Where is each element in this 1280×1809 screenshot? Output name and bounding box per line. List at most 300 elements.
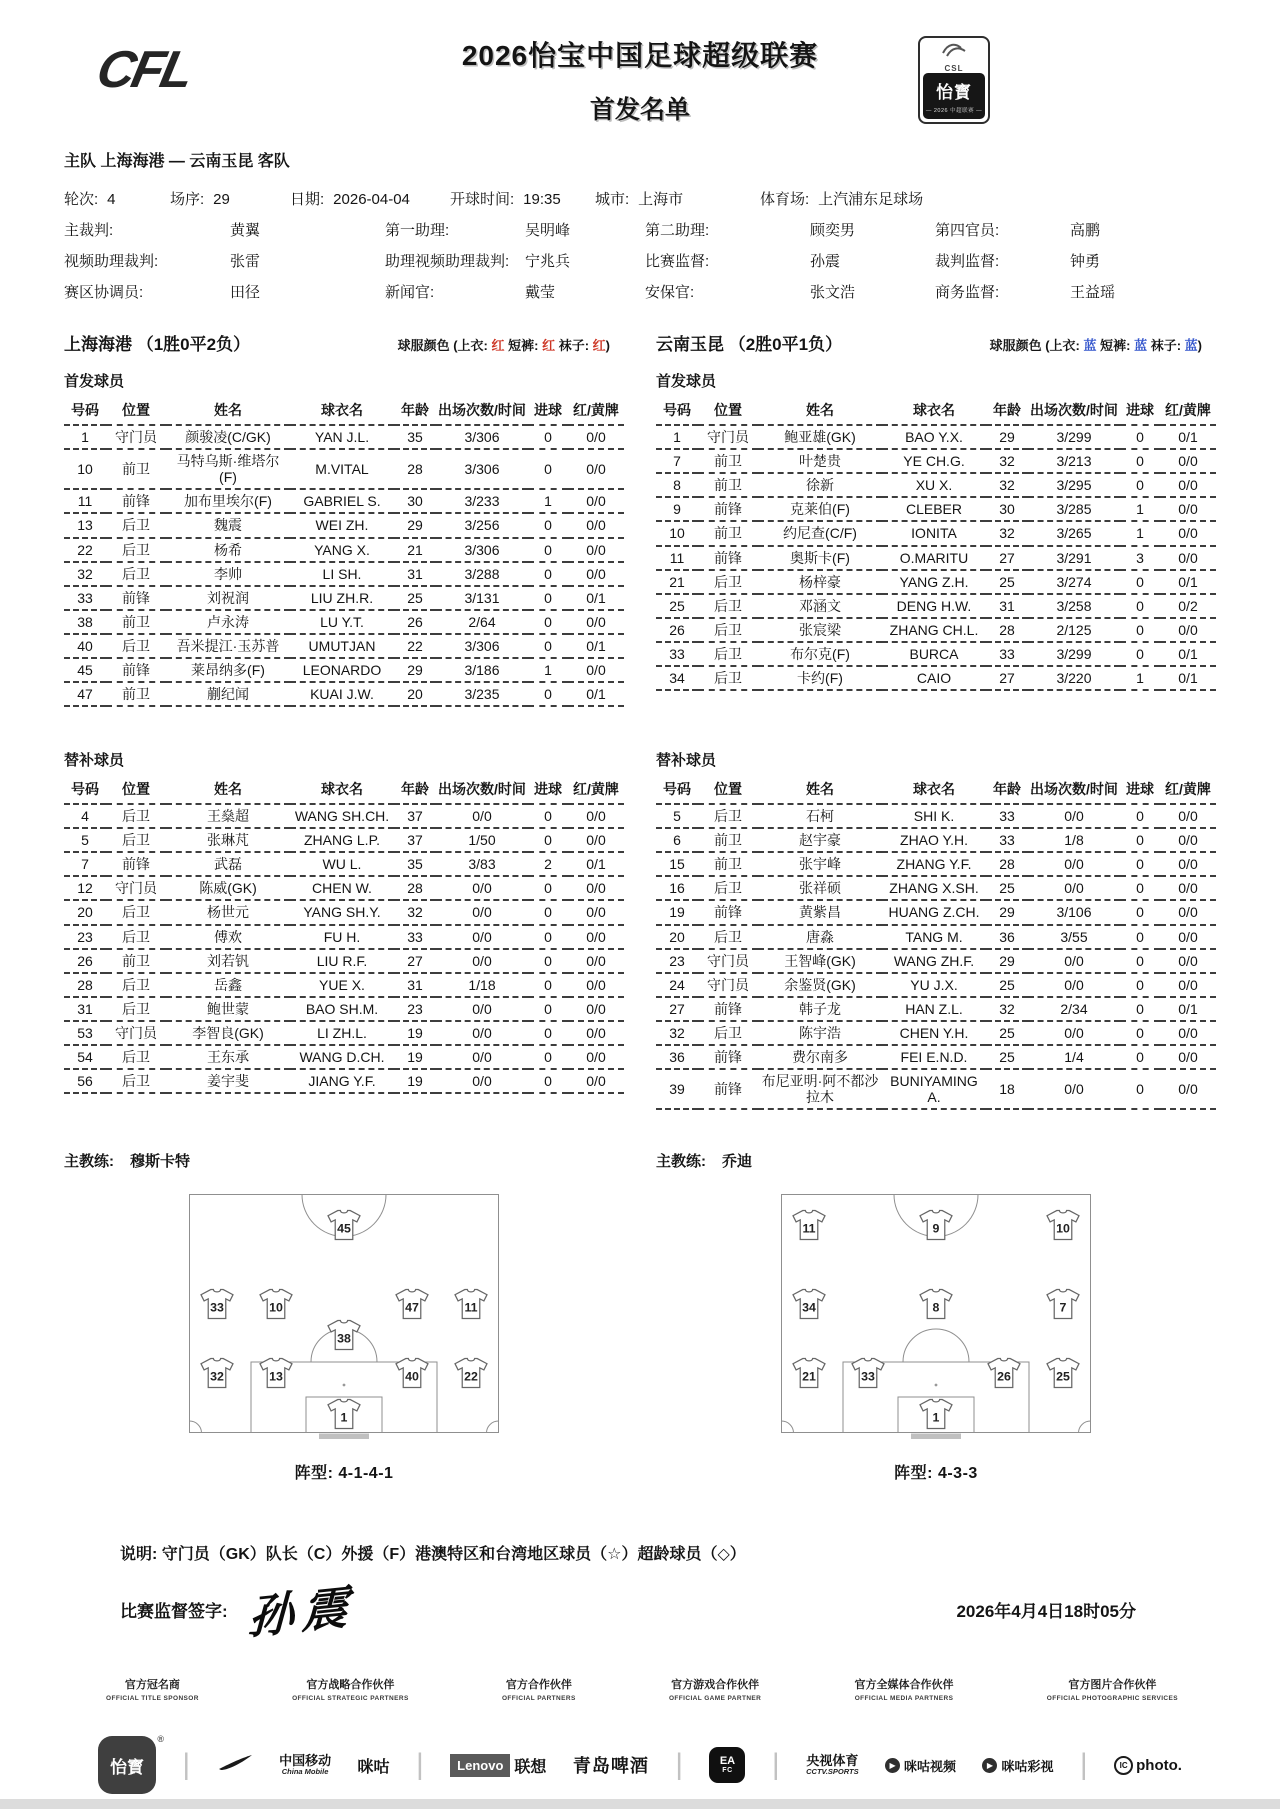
- player-row: [64, 1045, 624, 1069]
- kit-text: 短裤:: [504, 338, 543, 353]
- player-cell: 0/0: [1160, 949, 1216, 973]
- lenovo-cn: 联想: [514, 1758, 547, 1776]
- player-cell: 3/288: [436, 562, 528, 586]
- player-row: [64, 949, 624, 973]
- player-cell: 27: [656, 997, 698, 1021]
- player-cell: 0/0: [1028, 949, 1120, 973]
- player-cell: 后卫: [698, 594, 758, 618]
- partner-category-cn: 官方游戏合作伙伴: [671, 1679, 760, 1691]
- player-cell: 张琳芃: [166, 828, 290, 852]
- migu-video-logo: [885, 1756, 956, 1775]
- player-cell: 25: [986, 570, 1028, 594]
- media-logo-text: 咪咕彩视: [1001, 1758, 1054, 1774]
- player-cell: 12: [64, 876, 106, 900]
- official-role-label: 新闻官:: [385, 284, 435, 301]
- player-cell: 0/0: [1160, 521, 1216, 545]
- player-cell: 3/55: [1028, 925, 1120, 949]
- svg-text:26: 26: [997, 1369, 1012, 1384]
- player-cell: YANG SH.Y.: [290, 900, 394, 924]
- column-header: 号码: [64, 399, 106, 425]
- official-role-label: 主裁判:: [64, 222, 114, 239]
- badge-season-text: — 2026 中超联赛 —: [925, 108, 983, 114]
- player-cell: 布尼亚明·阿不都沙拉木: [758, 1069, 882, 1109]
- player-cell: 0/0: [1160, 876, 1216, 900]
- player-cell: 后卫: [698, 804, 758, 828]
- player-cell: 0: [1120, 804, 1160, 828]
- player-cell: 0: [528, 1069, 568, 1093]
- player-cell: 2/64: [436, 610, 528, 634]
- player-cell: 9: [656, 497, 698, 521]
- player-cell: 0/1: [568, 682, 624, 706]
- column-header: 号码: [656, 778, 698, 804]
- player-cell: 吾米提江·玉苏普: [166, 634, 290, 658]
- player-cell: 0/0: [1160, 1069, 1216, 1109]
- player-cell: LEONARDO: [290, 658, 394, 682]
- kit-colors: [398, 335, 624, 354]
- player-cell: 31: [394, 562, 436, 586]
- player-cell: 0: [528, 610, 568, 634]
- svg-text:34: 34: [802, 1300, 816, 1315]
- player-cell: 0: [1120, 618, 1160, 642]
- badge-brand-text: 怡寳: [936, 83, 972, 102]
- svg-text:9: 9: [932, 1221, 940, 1236]
- column-header: 球衣名: [290, 399, 394, 425]
- player-row: [656, 473, 1216, 497]
- coach-name: 穆斯卡特: [130, 1153, 191, 1170]
- subs-table: [64, 778, 624, 1094]
- kit-text: 球服颜色 (上衣:: [989, 338, 1084, 353]
- player-cell: 25: [394, 586, 436, 610]
- player-cell: 0: [1120, 876, 1160, 900]
- player-cell: 32: [986, 521, 1028, 545]
- play-icon: ▶: [885, 1758, 900, 1773]
- player-cell: LU Y.T.: [290, 610, 394, 634]
- player-cell: 后卫: [106, 562, 166, 586]
- player-cell: 后卫: [698, 666, 758, 690]
- player-cell: 11: [656, 546, 698, 570]
- jersey-icon: [394, 1357, 430, 1389]
- player-cell: 前卫: [698, 852, 758, 876]
- ic-photo-logo: [1114, 1756, 1182, 1775]
- kit-text: 袜子:: [555, 338, 593, 353]
- coach-name: 乔迪: [722, 1153, 753, 1170]
- info-value: 上海市: [638, 191, 684, 208]
- player-cell: KUAI J.W.: [290, 682, 394, 706]
- player-cell: 31: [64, 997, 106, 1021]
- kit-color-word: 蓝: [1134, 338, 1148, 353]
- player-cell: 19: [656, 900, 698, 924]
- lenovo-wordmark: Lenovo: [450, 1754, 510, 1777]
- kit-color-word: 红: [491, 338, 505, 353]
- jersey-icon: [918, 1209, 954, 1241]
- player-cell: 47: [64, 682, 106, 706]
- svg-text:10: 10: [1056, 1221, 1070, 1236]
- match-info-pair: [64, 185, 170, 215]
- player-cell: 后卫: [106, 538, 166, 562]
- player-cell: 36: [656, 1045, 698, 1069]
- player-cell: 0/0: [568, 425, 624, 449]
- player-cell: 克莱伯(F): [758, 497, 882, 521]
- china-mobile-logo: [279, 1754, 331, 1777]
- player-row: [64, 997, 624, 1021]
- logo-divider: |: [415, 1748, 424, 1781]
- player-cell: 张宸梁: [758, 618, 882, 642]
- official-name: 顾奕男: [810, 222, 856, 239]
- player-cell: 0/0: [1160, 973, 1216, 997]
- official-role-label: 赛区协调员:: [64, 284, 144, 301]
- column-header: 进球: [528, 399, 568, 425]
- player-cell: CHEN Y.H.: [882, 1021, 986, 1045]
- player-cell: 前锋: [698, 1069, 758, 1109]
- footer-bar: [0, 1799, 1280, 1809]
- official-role-label: 视频助理裁判:: [64, 253, 159, 270]
- player-row: [656, 594, 1216, 618]
- subs-table-wrap: [64, 778, 624, 1142]
- player-cell: 32: [986, 997, 1028, 1021]
- player-cell: 刘若钒: [166, 949, 290, 973]
- player-cell: LIU R.F.: [290, 949, 394, 973]
- player-cell: 守门员: [698, 425, 758, 449]
- page-title: 2026怡宝中国足球超级联赛: [461, 40, 819, 71]
- player-row: [64, 973, 624, 997]
- player-cell: 0: [1120, 1045, 1160, 1069]
- player-cell: 马特乌斯·维塔尔(F): [166, 449, 290, 489]
- logo-text-top: 央视体育: [806, 1752, 859, 1768]
- csl-wave-icon: CSL: [920, 38, 988, 73]
- player-cell: 鲍世蒙: [166, 997, 290, 1021]
- player-cell: YANG X.: [290, 538, 394, 562]
- player-cell: 姜宇斐: [166, 1069, 290, 1093]
- column-header: 出场次数/时间: [436, 399, 528, 425]
- player-cell: YE CH.G.: [882, 449, 986, 473]
- player-cell: ZHANG CH.L.: [882, 618, 986, 642]
- player-cell: 25: [986, 1021, 1028, 1045]
- player-cell: 0/0: [436, 1045, 528, 1069]
- jersey-icon: [1045, 1288, 1081, 1320]
- player-cell: 56: [64, 1069, 106, 1093]
- supervisor-signature: 孙震: [246, 1579, 357, 1645]
- cestbon-logo: [98, 1734, 164, 1794]
- player-cell: WU L.: [290, 852, 394, 876]
- svg-text:1: 1: [340, 1410, 348, 1425]
- tsingtao-logo: 青岛啤酒: [572, 1756, 649, 1776]
- player-row: [64, 513, 624, 537]
- player-cell: 后卫: [106, 997, 166, 1021]
- player-cell: 33: [394, 925, 436, 949]
- column-header: 红/黄牌: [1160, 399, 1216, 425]
- official-role-label: 第四官员:: [935, 222, 1000, 239]
- home-team-column: [64, 330, 624, 1483]
- player-cell: 后卫: [698, 570, 758, 594]
- player-cell: 28: [394, 449, 436, 489]
- player-cell: 32: [986, 473, 1028, 497]
- player-cell: 0: [528, 804, 568, 828]
- player-cell: YUE X.: [290, 973, 394, 997]
- official-name: 张文浩: [810, 284, 856, 301]
- player-row: [64, 852, 624, 876]
- column-header: 年龄: [986, 778, 1028, 804]
- player-cell: 2/34: [1028, 997, 1120, 1021]
- registered-mark: ®: [157, 1734, 164, 1744]
- player-cell: 赵宇豪: [758, 828, 882, 852]
- pitch-diagram: [189, 1194, 499, 1442]
- kit-text: ): [1197, 338, 1202, 353]
- player-row: [656, 570, 1216, 594]
- player-cell: 33: [64, 586, 106, 610]
- player-cell: 54: [64, 1045, 106, 1069]
- partner-category: [106, 1676, 199, 1702]
- player-cell: 3/299: [1028, 642, 1120, 666]
- player-cell: 3/220: [1028, 666, 1120, 690]
- player-cell: 0/0: [568, 1069, 624, 1093]
- player-cell: 守门员: [698, 949, 758, 973]
- svg-text:10: 10: [268, 1300, 283, 1315]
- column-header: 出场次数/时间: [436, 778, 528, 804]
- player-row: [656, 852, 1216, 876]
- player-cell: 杨梓豪: [758, 570, 882, 594]
- player-cell: 0/0: [1160, 497, 1216, 521]
- player-cell: GABRIEL S.: [290, 489, 394, 513]
- logo-text-bottom: CCTV.SPORTS: [806, 1767, 859, 1777]
- player-cell: 20: [656, 925, 698, 949]
- jersey-icon: [850, 1357, 886, 1389]
- player-cell: YANG Z.H.: [882, 570, 986, 594]
- player-cell: 3/235: [436, 682, 528, 706]
- player-cell: 3/265: [1028, 521, 1120, 545]
- player-cell: 后卫: [698, 618, 758, 642]
- svg-text:11: 11: [802, 1221, 816, 1236]
- player-cell: 0/0: [436, 997, 528, 1021]
- player-cell: 29: [986, 949, 1028, 973]
- player-cell: 0/0: [568, 804, 624, 828]
- column-header: 姓名: [166, 399, 290, 425]
- player-row: [64, 876, 624, 900]
- player-row: [656, 949, 1216, 973]
- player-cell: YAN J.L.: [290, 425, 394, 449]
- player-cell: 0: [528, 513, 568, 537]
- column-header: 出场次数/时间: [1028, 399, 1120, 425]
- player-cell: 0: [528, 634, 568, 658]
- player-row: [64, 449, 624, 489]
- player-row: [656, 497, 1216, 521]
- player-cell: 0/0: [436, 900, 528, 924]
- team-columns: [64, 330, 1216, 1483]
- info-label: 场序:: [170, 191, 205, 208]
- player-cell: FU H.: [290, 925, 394, 949]
- player-cell: 37: [394, 828, 436, 852]
- info-value: 2026-04-04: [333, 191, 410, 208]
- player-cell: 0: [1120, 449, 1160, 473]
- player-row: [64, 610, 624, 634]
- jersey-icon: [199, 1288, 235, 1320]
- kit-color-word: 蓝: [1083, 338, 1097, 353]
- player-cell: 卡约(F): [758, 666, 882, 690]
- ea-fc-text: FC: [722, 1767, 733, 1775]
- player-row: [64, 489, 624, 513]
- signature-label: 比赛监督签字:: [120, 1601, 228, 1621]
- partner-category-cn: 官方战略合作伙伴: [306, 1679, 395, 1691]
- kit-color-word: 红: [542, 338, 556, 353]
- player-cell: 前锋: [698, 997, 758, 1021]
- player-cell: 叶楚贵: [758, 449, 882, 473]
- icphoto-text: photo.: [1136, 1756, 1182, 1774]
- kit-color-word: 红: [592, 338, 606, 353]
- column-header: 年龄: [394, 778, 436, 804]
- sheet-content: [0, 148, 1280, 1794]
- player-row: [64, 804, 624, 828]
- player-cell: 20: [394, 682, 436, 706]
- player-cell: ZHANG X.SH.: [882, 876, 986, 900]
- partner-category: [669, 1676, 761, 1702]
- svg-text:38: 38: [337, 1331, 351, 1346]
- jersey-icon: [258, 1357, 294, 1389]
- jersey-icon: [918, 1288, 954, 1320]
- player-cell: 李帅: [166, 562, 290, 586]
- logo-divider: |: [771, 1748, 780, 1781]
- column-header: 号码: [64, 778, 106, 804]
- column-header: 姓名: [758, 399, 882, 425]
- player-cell: 0/0: [568, 513, 624, 537]
- legend-note: 说明: 守门员（GK）队长（C）外援（F）港澳特区和台湾地区球员（☆）超龄球员（◇）: [120, 1546, 746, 1563]
- player-cell: 前锋: [106, 489, 166, 513]
- jersey-icon: [918, 1398, 954, 1430]
- player-cell: BURCA: [882, 642, 986, 666]
- column-header: 进球: [1120, 399, 1160, 425]
- player-cell: 0: [1120, 594, 1160, 618]
- player-cell: 25: [656, 594, 698, 618]
- svg-text:40: 40: [405, 1369, 420, 1384]
- jersey-icon: [326, 1398, 362, 1430]
- official-role-label: 助理视频助理裁判:: [385, 253, 510, 270]
- player-cell: 3/306: [436, 538, 528, 562]
- subs-section-label: 替补球员: [656, 752, 717, 769]
- player-cell: 0/1: [1160, 570, 1216, 594]
- player-cell: 23: [394, 997, 436, 1021]
- player-cell: 34: [656, 666, 698, 690]
- player-cell: 5: [64, 828, 106, 852]
- player-cell: 张祥硕: [758, 876, 882, 900]
- player-row: [656, 521, 1216, 545]
- player-cell: 0/0: [568, 949, 624, 973]
- player-cell: 1: [1120, 521, 1160, 545]
- partner-category-en: OFFICIAL TITLE SPONSOR: [106, 1695, 199, 1702]
- player-cell: UMUTJAN: [290, 634, 394, 658]
- player-cell: 3/274: [1028, 570, 1120, 594]
- official-name: 王益瑶: [1070, 284, 1116, 301]
- starters-table: [64, 399, 624, 707]
- player-cell: 后卫: [106, 925, 166, 949]
- player-cell: 0/0: [568, 900, 624, 924]
- player-cell: 0/0: [568, 876, 624, 900]
- player-cell: 0/0: [568, 449, 624, 489]
- player-cell: 0/0: [1028, 804, 1120, 828]
- player-cell: 前卫: [698, 521, 758, 545]
- player-cell: 前锋: [106, 658, 166, 682]
- column-header: 位置: [698, 399, 758, 425]
- player-row: [64, 1021, 624, 1045]
- column-header: 球衣名: [882, 399, 986, 425]
- player-row: [64, 538, 624, 562]
- player-cell: 22: [64, 538, 106, 562]
- player-cell: 37: [394, 804, 436, 828]
- team-header: [64, 330, 624, 354]
- player-cell: 守门员: [698, 973, 758, 997]
- player-cell: 3/306: [436, 634, 528, 658]
- starters-table: [656, 399, 1216, 691]
- player-cell: 前锋: [106, 852, 166, 876]
- player-cell: 李智良(GK): [166, 1021, 290, 1045]
- kit-text: ): [605, 338, 610, 353]
- csl-sponsor-badge: [918, 36, 990, 124]
- player-cell: 3/291: [1028, 546, 1120, 570]
- player-cell: 16: [656, 876, 698, 900]
- official-role-label: 商务监督:: [935, 284, 1000, 301]
- info-label: 日期:: [290, 191, 325, 208]
- table-header-row: [656, 778, 1216, 804]
- player-cell: 1/50: [436, 828, 528, 852]
- column-header: 进球: [1120, 778, 1160, 804]
- player-cell: 18: [986, 1069, 1028, 1109]
- partner-category-cn: 官方全媒体合作伙伴: [854, 1679, 954, 1691]
- player-row: [656, 804, 1216, 828]
- player-cell: 后卫: [106, 828, 166, 852]
- player-cell: 0/0: [568, 658, 624, 682]
- player-cell: 39: [656, 1069, 698, 1109]
- official-role-label: 裁判监督:: [935, 253, 1000, 270]
- player-cell: 0/0: [436, 804, 528, 828]
- player-cell: 王燊超: [166, 804, 290, 828]
- nike-swoosh-icon: [217, 1754, 253, 1777]
- player-cell: 4: [64, 804, 106, 828]
- info-label: 体育场:: [760, 191, 810, 208]
- official-name: 戴莹: [525, 284, 556, 301]
- migu-logo: 咪咕: [357, 1758, 390, 1776]
- player-cell: 0/0: [1028, 973, 1120, 997]
- official-name: 张雷: [230, 253, 261, 270]
- player-cell: HAN Z.L.: [882, 997, 986, 1021]
- player-cell: 8: [656, 473, 698, 497]
- player-cell: 3: [1120, 546, 1160, 570]
- player-cell: 0/0: [1028, 852, 1120, 876]
- player-cell: 布尔克(F): [758, 642, 882, 666]
- svg-text:33: 33: [210, 1300, 224, 1315]
- match-info-pair: [450, 185, 595, 215]
- player-row: [656, 1021, 1216, 1045]
- player-cell: 奥斯卡(F): [758, 546, 882, 570]
- player-row: [656, 618, 1216, 642]
- svg-text:32: 32: [210, 1369, 224, 1384]
- player-cell: 武磊: [166, 852, 290, 876]
- player-row: [64, 1069, 624, 1093]
- player-row: [656, 1045, 1216, 1069]
- player-cell: 31: [986, 594, 1028, 618]
- player-cell: 0/0: [568, 997, 624, 1021]
- player-cell: 28: [64, 973, 106, 997]
- player-cell: 32: [394, 900, 436, 924]
- ea-text: EA: [719, 1755, 736, 1768]
- player-cell: 33: [986, 804, 1028, 828]
- player-cell: 0: [1120, 425, 1160, 449]
- jersey-icon: [258, 1288, 294, 1320]
- player-cell: 后卫: [106, 634, 166, 658]
- info-value: 上汽浦东足球场: [818, 191, 924, 208]
- matchup-line: 主队 上海海港 — 云南玉昆 客队: [64, 153, 290, 170]
- player-row: [656, 828, 1216, 852]
- player-cell: 3/106: [1028, 900, 1120, 924]
- player-cell: 费尔南多: [758, 1045, 882, 1069]
- partner-category: [292, 1676, 409, 1702]
- player-cell: 0/0: [1160, 1021, 1216, 1045]
